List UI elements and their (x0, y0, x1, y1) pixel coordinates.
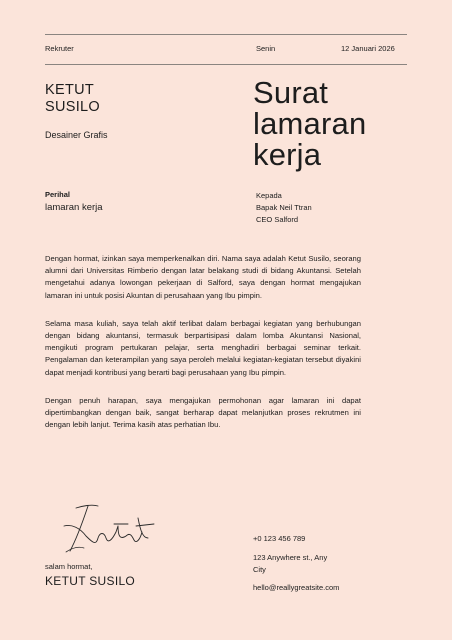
closing-salutation: salam hormat, (45, 562, 93, 571)
page-title (253, 77, 366, 170)
contact-address (253, 552, 327, 575)
header-date: 12 Januari 2026 (341, 44, 395, 53)
applicant-name (45, 82, 100, 116)
recipient-title: CEO Salford (256, 215, 299, 224)
signatory-name: KETUT SUSILO (45, 574, 136, 588)
header-rule (45, 64, 407, 65)
title-line1: Surat (253, 75, 329, 110)
recipient-name: Bapak Neil Ttran (256, 203, 312, 212)
body-paragraph-3: Dengan penuh harapan, saya mengajukan permohonan agar lamaran ini dapat dipertimbangkan dengan baik, sangat berharap dapat melanjutkan proses rekrutmen ini dengan lebih lanjut. Terima kasih atas perhatian Ibu. (45, 395, 361, 430)
applicant-role: Desainer Grafis (45, 130, 108, 140)
body-paragraph-1: Dengan hormat, izinkan saya memperkenalkan diri. Nama saya adalah Ketut Susilo, seorang alumni dari Universitas Rimberio dengan latar belakang studi di bidang Akuntansi. Setelah mengetahui adanya lowongan pekerjaan di Salford, saya dengan hormat mengajukan lamaran ini untuk posisi Akuntan di perusahaan yang Ibu pimpin. (45, 254, 361, 300)
handwritten-signature (58, 496, 168, 566)
contact-address-line2: City (253, 564, 266, 574)
contact-email: hello@reallygreatsite.com (253, 583, 340, 592)
applicant-name-line1: KETUT (45, 82, 95, 98)
subject-value: lamaran kerja (45, 202, 103, 213)
top-rule (45, 34, 407, 35)
body-paragraph-2: Selama masa kuliah, saya telah aktif terlibat dalam berbagai kegiatan yang berhubungan dengan bidang akuntansi, termasuk berpartisipasi dalam lomba Akuntansi Nasional, mengikuti program pertukaran pelajar, serta menghadiri berbagai seminar terkait. Pengalaman dan keterampilan yang saya peroleh melalui kegiatan-kegiatan tersebut diyakini dapat menjadi kontribusi yang berarti bagi perusahaan yang Ibu pimpin. (45, 318, 361, 377)
title-line2: lamaran (253, 106, 367, 141)
contact-address-line1: 123 Anywhere st., Any (253, 553, 328, 562)
title-line3: kerja (253, 137, 322, 172)
contact-phone: +0 123 456 789 (253, 534, 306, 543)
recipient-line1: Kepada (256, 191, 282, 200)
subject-heading: Perihal (45, 190, 71, 199)
letter-body (45, 253, 361, 447)
header-day: Senin (256, 44, 276, 53)
recipient-block (256, 190, 312, 226)
applicant-name-line2: SUSILO (45, 99, 100, 115)
recruiter-label: Rekruter (45, 44, 74, 53)
